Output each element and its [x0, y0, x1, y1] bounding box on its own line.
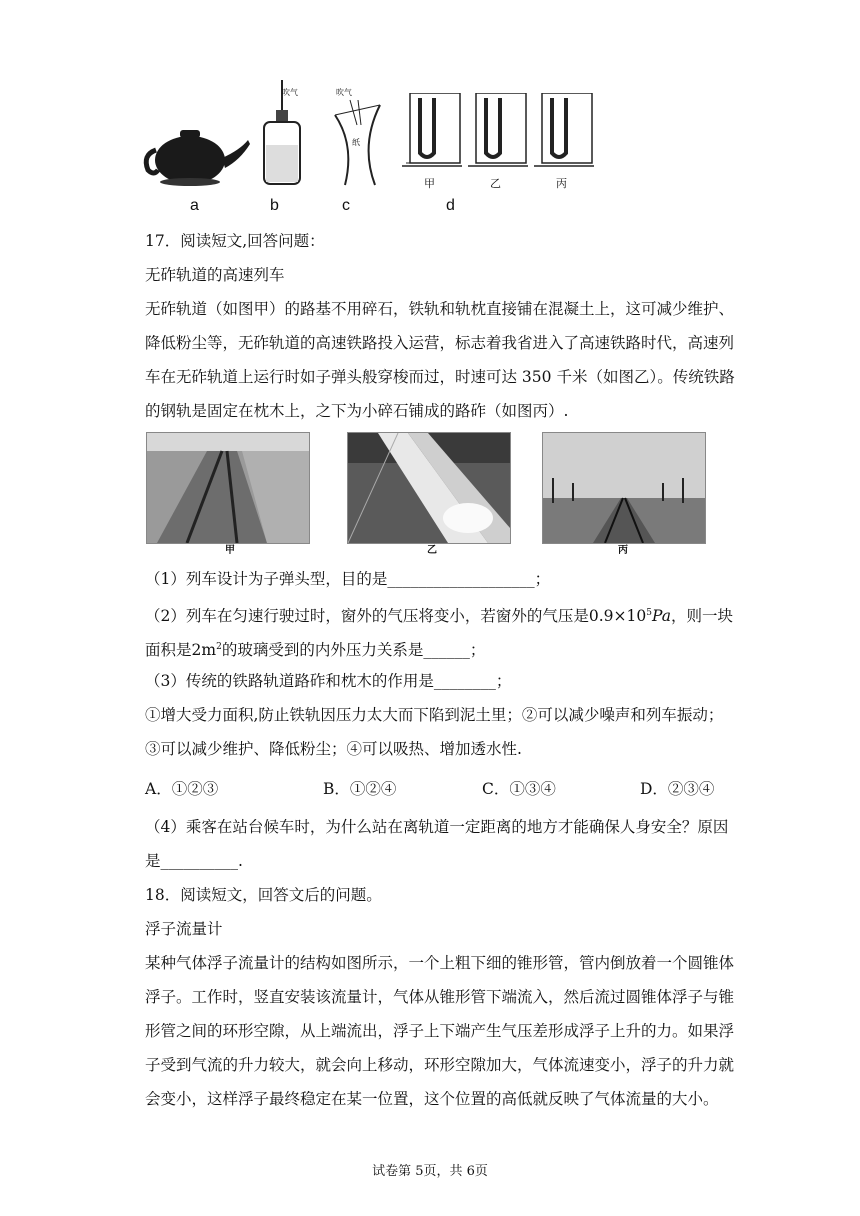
question-17-paragraph-line: 降低粉尘等，无砟轨道的高速铁路投入运营，标志着我省进入了高速铁路时代，高速列: [145, 334, 735, 352]
figure-label: d: [446, 197, 455, 214]
figure-label: b: [270, 197, 279, 214]
question-17-sub2-line1: （2）列车在匀速行驶过时，窗外的气压将变小，若窗外的气压是$0.9\times 10^5Pa$，则一块: [145, 607, 733, 626]
u-tube-icon: [468, 93, 530, 173]
option-a[interactable]: A．①②③: [145, 780, 219, 798]
blow-label-b: 吹气: [282, 88, 298, 97]
question-18-paragraph-line: 子受到气流的升力较大，就会向上移动，环形空隙加大，气体流速变小，浮子的升力就: [145, 1056, 735, 1074]
photo-high-speed-train: [347, 432, 511, 544]
question-18-paragraph-line: 形管之间的环形空隙，从上端流出，浮子上下端产生气压差形成浮子上升的力。如果浮: [145, 1022, 735, 1040]
question-18-intro: 18．阅读短文，回答文后的问题。: [145, 886, 382, 904]
page-footer: 试卷第 5页，共 6页: [372, 1164, 488, 1179]
tube-caption: 甲: [424, 177, 435, 190]
photo-caption: 甲: [225, 545, 235, 556]
area-value: $2m^2$: [191, 641, 222, 660]
u-tube-icon: [534, 93, 596, 173]
option-b[interactable]: B．①②④: [323, 780, 397, 798]
question-17-paragraph-line: 车在无砟轨道上运行时如子弹头般穿梭而过，时速可达 350 千米（如图乙）。传统铁路: [145, 368, 735, 386]
paper-label: 纸: [352, 138, 360, 147]
pressure-value: $0.9\times 10^5Pa$: [588, 607, 671, 626]
figure-label: c: [342, 197, 350, 214]
question-18-paragraph-line: 某种气体浮子流量计的结构如图所示，一个上粗下细的锥形管，管内倒放着一个圆锥体: [145, 954, 735, 972]
question-17-paragraph-line: 无砟轨道（如图甲）的路基不用碎石，铁轨和轨枕直接铺在混凝土上，这可减少维护、: [145, 300, 735, 318]
u-tube-icon: [402, 93, 464, 173]
top-figure: [140, 75, 720, 220]
question-17-title: 无砟轨道的高速列车: [145, 266, 285, 284]
tube-caption: 丙: [556, 177, 567, 190]
photo-caption: 丙: [618, 545, 628, 556]
option-d[interactable]: D．②③④: [640, 780, 715, 798]
question-17-sub3: （3）传统的铁路轨道路砟和枕木的作用是________；: [145, 672, 512, 690]
question-17-sub3-statements: ①增大受力面积,防止铁轨因压力太大而下陷到泥土里；②可以减少噪声和列车振动；: [145, 706, 724, 724]
photo-caption: 乙: [427, 545, 437, 556]
figure-label: a: [190, 197, 199, 214]
question-17-sub2-line2: 面积是$2m^2$的玻璃受到的内外压力关系是______；: [145, 641, 486, 660]
paper-icon: [325, 85, 395, 190]
blow-label-c: 吹气: [336, 88, 352, 97]
question-17-sub4: 是__________.: [145, 852, 243, 870]
question-18-paragraph-line: 会变小，这样浮子最终稳定在某一位置，这个位置的高低就反映了气体流量的大小。: [145, 1090, 719, 1108]
question-17-sub3-statements: ③可以减少维护、降低粉尘；④可以吸热、增加透水性.: [145, 740, 522, 758]
photo-traditional-track: [542, 432, 706, 544]
question-17-sub1: （1）列车设计为子弹头型，目的是___________________；: [145, 570, 551, 588]
teapot-icon: [140, 120, 255, 190]
question-18-paragraph-line: 浮子。工作时，竖直安装该流量计，气体从锥形管下端流入，然后流过圆锥体浮子与锥: [145, 988, 735, 1006]
photo-ballastless-track: [146, 432, 310, 544]
question-17-sub4: （4）乘客在站台候车时，为什么站在离轨道一定距离的地方才能确保人身安全？原因: [145, 818, 729, 836]
question-17-paragraph-line: 的钢轨是固定在枕木上，之下为小碎石铺成的路砟（如图丙）.: [145, 402, 569, 420]
option-c[interactable]: C．①③④: [482, 780, 556, 798]
question-17-intro: 17．阅读短文,回答问题：: [145, 232, 325, 250]
tube-caption: 乙: [490, 177, 501, 190]
question-18-title: 浮子流量计: [145, 920, 223, 938]
